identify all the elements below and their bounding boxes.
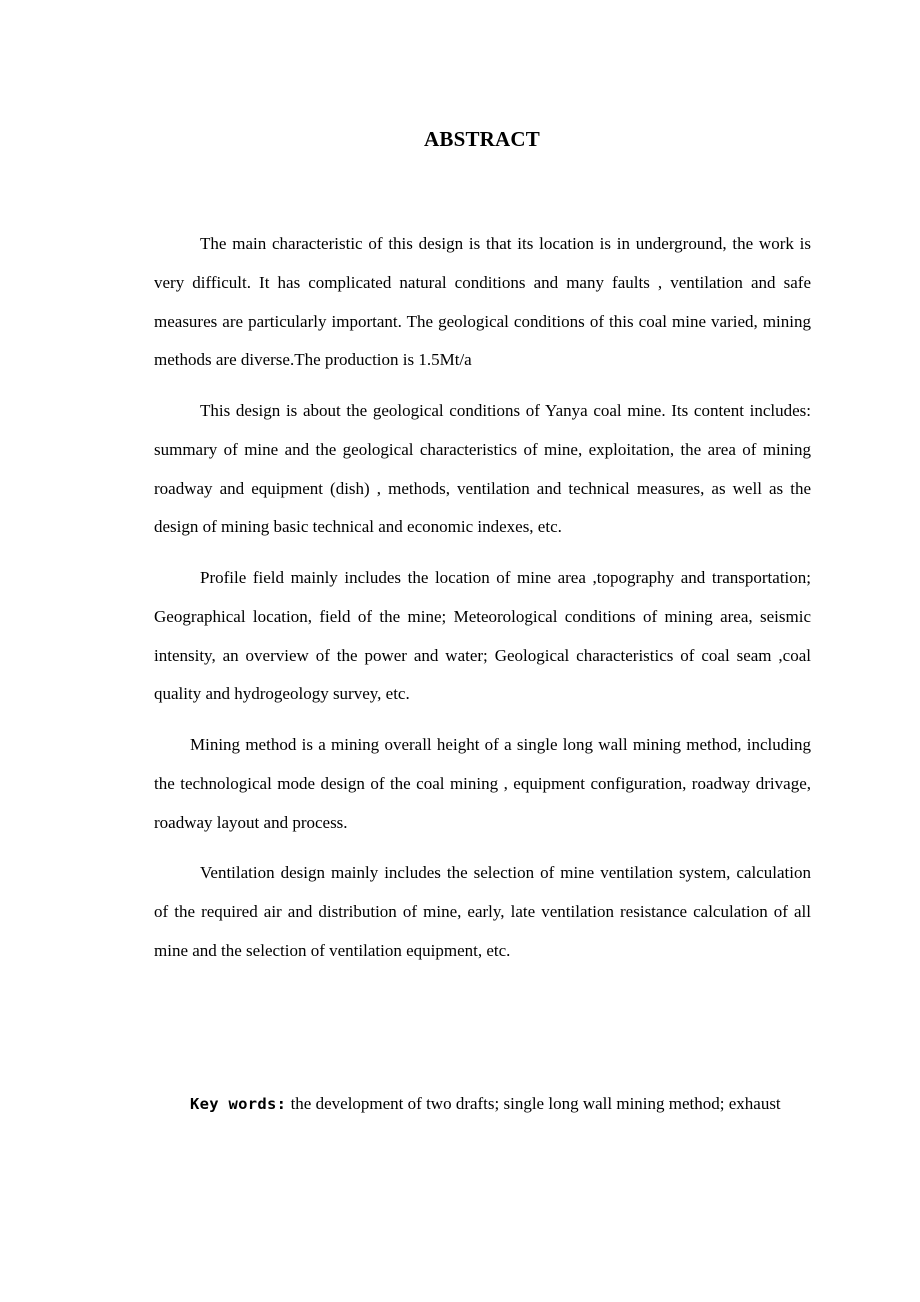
paragraph-design-content: This design is about the geological conditions of Yanya coal mine. Its content includes: summary of mine and the geological characteristics of mine, exploitation, the area of mining roadway and equipment (dish) , methods, ventilation and technical measures, as well as the design of mining basic technical and economic indexes, etc. [154, 401, 811, 537]
paragraph-mining-method: Mining method is a mining overall height of a single long wall mining method, including the technological mode design of the coal mining , equipment configuration, roadway drivage, roadway layout and process. [154, 735, 811, 832]
keywords-paragraph [154, 1085, 811, 1124]
paragraph-profile-field: Profile field mainly includes the location of mine area ,topography and transportation; Geographical location, field of the mine; Meteorological conditions of mining area, seismic intensity, an overview of the power and water; Geological characteristics of coal seam ,coal quality and hydrogeology survey, etc. [154, 568, 811, 704]
page-title: ABSTRACT [424, 127, 540, 151]
keywords-label: Key words: [190, 1095, 287, 1113]
keywords-text: the development of two drafts; single long wall mining method; exhaust [286, 1094, 781, 1113]
paragraph-characteristics: The main characteristic of this design is that its location is in underground, the work is very difficult. It has complicated natural conditions and many faults , ventilation and safe measures are particularly important. The geological conditions of this coal mine varied, mining methods are diverse.The production is 1.5Mt/a [154, 234, 811, 370]
paragraph-ventilation-design: Ventilation design mainly includes the selection of mine ventilation system, calculation of the required air and distribution of mine, early, late ventilation resistance calculation of all mine and the selection of ventilation equipment, etc. [154, 863, 811, 960]
